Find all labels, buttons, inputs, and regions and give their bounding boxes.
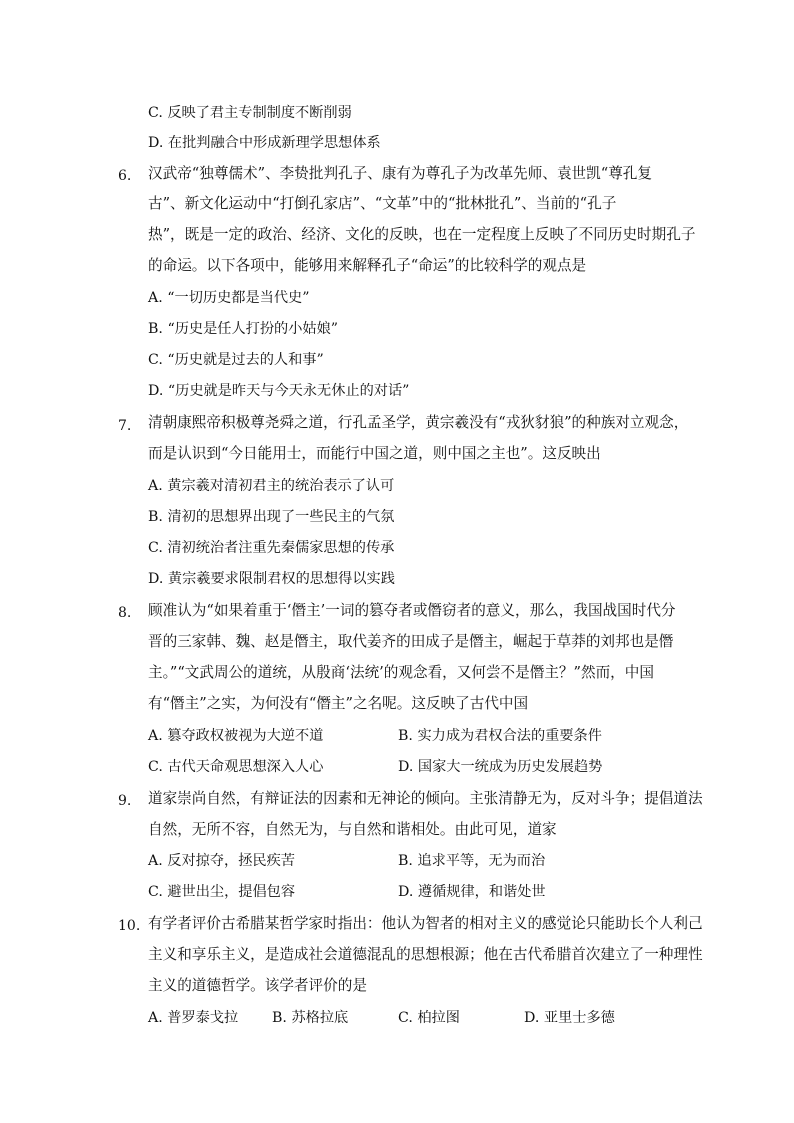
q6-option-c: C. “历史就是过去的人和事” bbox=[148, 352, 324, 368]
q6-stem-line: 古”、新文化运动中“打倒孔家店”、“文革”中的“批林批孔”、当前的“孔子 bbox=[148, 195, 617, 212]
q10-stem-line: 主义和享乐主义，是造成社会道德混乱的思想根源；他在古代希腊首次建立了一种理性 bbox=[148, 946, 703, 963]
q5-option-d: D. 在批判融合中形成新理学思想体系 bbox=[148, 135, 381, 151]
q9-stem-line: 自然，无所不容，自然无为，与自然和谐相处。由此可见，道家 bbox=[148, 821, 557, 838]
q10-option-a: A. 普罗泰戈拉 bbox=[148, 1010, 239, 1026]
q6-stem-line: 的命运。以下各项中，能够用来解释孔子“命运”的比较科学的观点是 bbox=[148, 257, 587, 274]
q7-option-d: D. 黄宗羲要求限制君权的思想得以实践 bbox=[148, 571, 395, 587]
q6-number: 6. bbox=[118, 168, 132, 184]
q8-option-b: B. 实力成为君权合法的重要条件 bbox=[398, 728, 602, 744]
q8-option-c: C. 古代天命观思想深入人心 bbox=[148, 759, 324, 775]
q9-option-a: A. 反对掠夺，拯民疾苦 bbox=[148, 853, 295, 869]
q10-option-b: B. 苏格拉底 bbox=[272, 1010, 349, 1026]
q7-option-c: C. 清初统治者注重先秦儒家思想的传承 bbox=[148, 540, 395, 556]
q8-stem-line: 主。”“文武周公的道统，从殷商‘法统’的观念看，又何尝不是僭主？”然而，中国 bbox=[148, 664, 654, 681]
q10-option-c: C. 柏拉图 bbox=[398, 1010, 460, 1026]
q8-number: 8. bbox=[118, 605, 132, 621]
q9-option-b: B. 追求平等，无为而治 bbox=[398, 853, 546, 869]
q8-stem-line: 顾准认为“如果着重于‘僭主’一词的篡夺者或僭窃者的意义，那么，我国战国时代分 bbox=[148, 602, 676, 619]
q8-stem-line: 晋的三家韩、魏、赵是僭主，取代姜齐的田成子是僭主，崛起于草莽的刘邦也是僭 bbox=[148, 633, 674, 650]
q7-stem-line: 清朝康熙帝积极尊尧舜之道，行孔孟圣学，黄宗羲没有“戎狄豺狼”的种族对立观念， bbox=[148, 414, 689, 431]
q7-number: 7. bbox=[118, 418, 132, 434]
q6-option-a: A. “一切历史都是当代史” bbox=[148, 290, 310, 306]
q8-option-d: D. 国家大一统成为历史发展趋势 bbox=[398, 759, 603, 775]
q8-stem-line: 有“僭主”之实，为何没有“僭主”之名呢。这反映了古代中国 bbox=[148, 695, 529, 712]
q8-option-a: A. 篡夺政权被视为大逆不道 bbox=[148, 728, 324, 744]
q7-option-b: B. 清初的思想界出现了一些民主的气氛 bbox=[148, 509, 395, 525]
q7-stem-line: 而是认识到“今日能用士，而能行中国之道，则中国之主也”。这反映出 bbox=[148, 445, 601, 462]
q7-option-a: A. 黄宗羲对清初君主的统治表示了认可 bbox=[148, 478, 395, 494]
q5-option-c: C. 反映了君主专制制度不断削弱 bbox=[148, 105, 352, 121]
q6-option-b: B. “历史是任人打扮的小姑娘” bbox=[148, 321, 339, 337]
q10-number: 10. bbox=[118, 918, 141, 934]
q9-option-c: C. 避世出尘，提倡包容 bbox=[148, 884, 296, 900]
q6-stem-line: 汉武帝“独尊儒术”、李贽批判孔子、康有为尊孔子为改革先师、袁世凯“尊孔复 bbox=[148, 165, 652, 182]
q9-stem-line: 道家崇尚自然，有辩证法的因素和无神论的倾向。主张清静无为，反对斗争；提倡道法 bbox=[148, 790, 703, 807]
q6-option-d: D. “历史就是昨天与今天永无休止的对话” bbox=[148, 383, 410, 399]
q10-option-d: D. 亚里士多德 bbox=[524, 1010, 615, 1026]
q10-stem-line: 主义的道德哲学。该学者评价的是 bbox=[148, 977, 367, 994]
q9-number: 9. bbox=[118, 793, 132, 809]
q10-stem-line: 有学者评价古希腊某哲学家时指出：他认为智者的相对主义的感觉论只能助长个人利己 bbox=[148, 915, 703, 932]
q9-option-d: D. 遵循规律，和谐处世 bbox=[398, 884, 546, 900]
q6-stem-line: 热”，既是一定的政治、经济、文化的反映，也在一定程度上反映了不同历史时期孔子 bbox=[148, 226, 696, 243]
